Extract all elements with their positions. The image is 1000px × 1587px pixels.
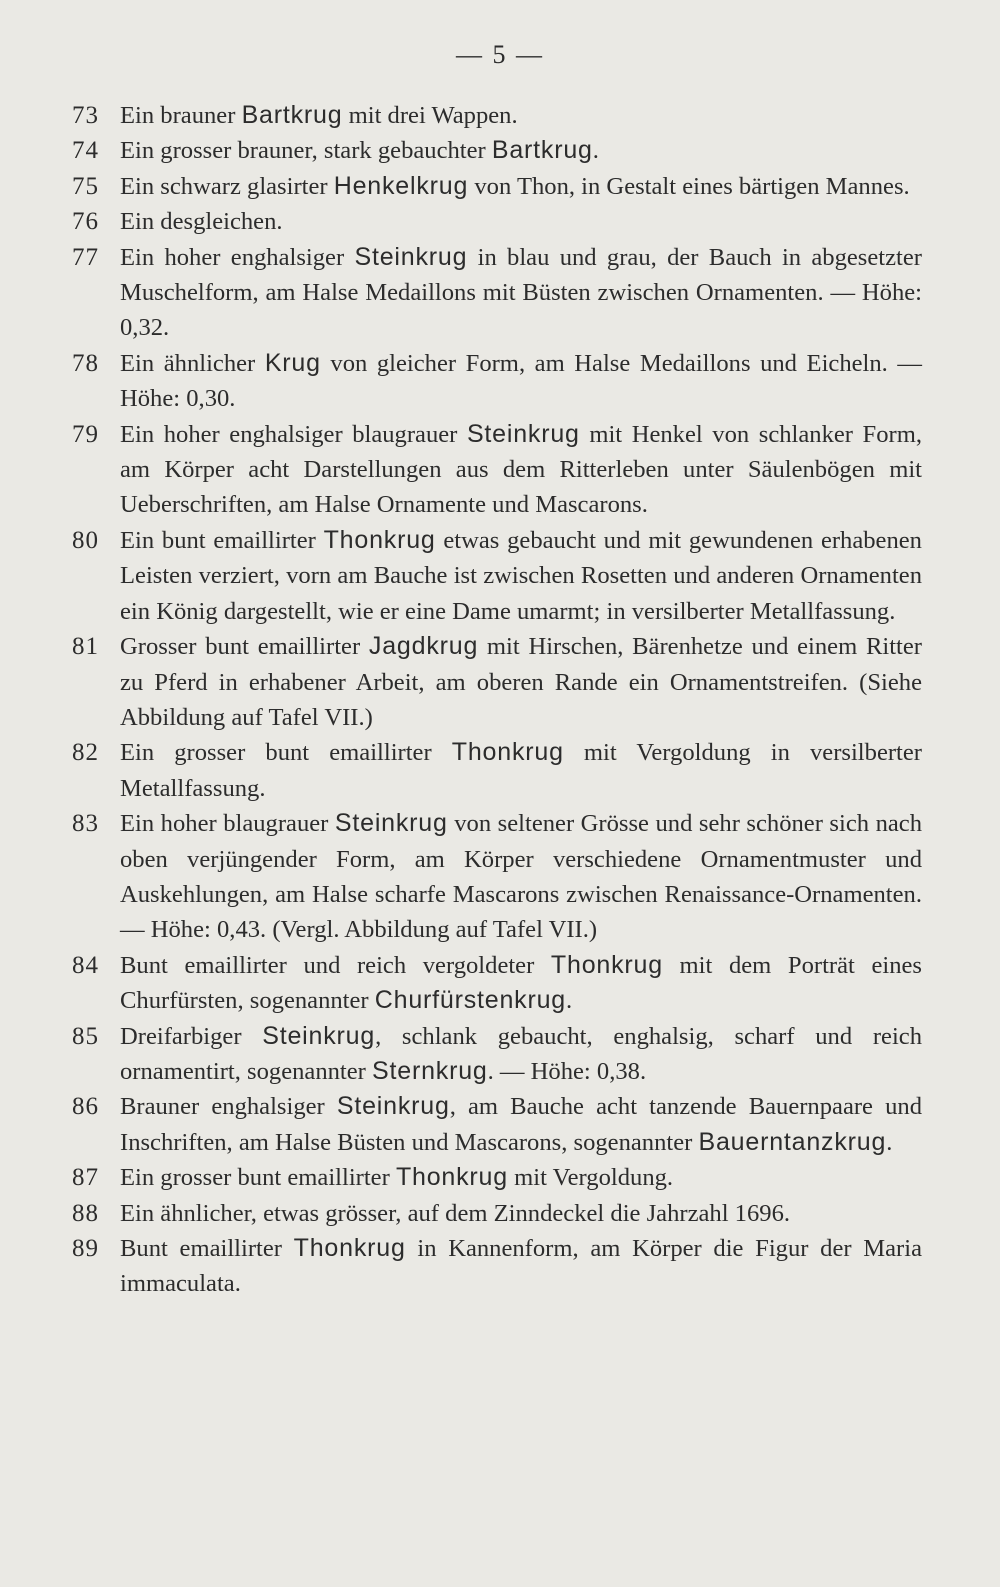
entry-number: 77 (72, 243, 99, 271)
entry-number: 82 (72, 739, 99, 767)
entry-text (120, 1160, 922, 1195)
entry-number: 87 (72, 1164, 99, 1192)
entry-text-segment: . (592, 137, 599, 165)
entry-text-segment: Ein ähnlicher, etwas grösser, auf dem Zinndeckel die Jahrzahl 1696. (120, 1199, 791, 1227)
entry-text-segment: Ein desgleichen. (120, 208, 283, 236)
entry-text-segment: mit Henkel von schlanker Form, am Körper acht Darstellungen aus dem Ritterleben unter Säulenbögen mit Ueberschriften, am Halse Ornamente und Mascarons. (120, 420, 922, 519)
catalog-entry (72, 169, 922, 204)
entry-text-segment: , schlank gebaucht, enghalsig, scharf und reich ornamentirt, sogenannter (120, 1022, 922, 1085)
item-keyword: Thonkrug (550, 950, 663, 979)
item-keyword: Bauerntanzkrug (698, 1127, 887, 1156)
entry-text (120, 240, 922, 346)
catalog-entry (72, 1089, 922, 1160)
entry-text-segment: von Thon, in Gestalt eines bärtigen Mannes. (468, 172, 910, 200)
entry-text-segment: Dreifarbiger (120, 1022, 263, 1050)
item-keyword: Steinkrug (334, 809, 448, 838)
item-keyword: Thonkrug (293, 1234, 406, 1262)
page-number: — 5 — (456, 40, 544, 69)
catalog-entry (72, 1231, 922, 1302)
entry-text-segment: Grosser bunt emaillirter (120, 633, 369, 661)
catalog-entry (72, 806, 922, 948)
entry-text-segment: Ein hoher enghalsiger blaugrauer (120, 420, 467, 448)
entry-text (120, 1089, 922, 1160)
entry-text-segment: mit Vergoldung in versilberter Metallfassung. (120, 739, 922, 802)
entry-text-segment: mit Hirschen, Bärenhetze und einem Ritter zu Pferd in erhabener Arbeit, am oberen Rande ein Ornamentstreifen. (Siehe Abbildung auf Tafel VII.) (120, 633, 922, 731)
entry-text-segment: mit dem Porträt eines Churfürsten, sogenannter (120, 951, 923, 1015)
item-keyword: Sternkrug (372, 1056, 488, 1085)
entry-number: 81 (72, 633, 99, 661)
item-keyword: Steinkrug (354, 242, 468, 271)
item-keyword: Churfürstenkrug (374, 986, 567, 1015)
entry-text-segment: , am Bauche acht tanzende Bauernpaare und Inschriften, am Halse Büsten und Mascarons, sogenannter (120, 1093, 923, 1156)
catalog-entry (72, 98, 922, 133)
entry-text (120, 1196, 922, 1231)
entry-text-segment: Brauner enghalsiger (120, 1093, 337, 1121)
entry-text-segment: . (886, 1128, 893, 1156)
catalog-entry (72, 1196, 922, 1231)
entry-text-segment: . — Höhe: 0,38. (487, 1057, 647, 1085)
catalog-entry (72, 1160, 922, 1195)
entry-number: 84 (72, 951, 99, 979)
entry-number: 75 (72, 172, 99, 200)
entry-text-segment: in Kannenform, am Körper die Figur der Maria immaculata. (120, 1235, 922, 1298)
item-keyword: Thonkrug (451, 738, 564, 767)
entry-text-segment: von gleicher Form, am Halse Medaillons und Eicheln. — Höhe: 0,30. (120, 349, 922, 413)
catalog-entry (72, 523, 922, 629)
entry-text (120, 1231, 922, 1302)
entry-text-segment: Ein grosser brauner, stark gebauchter (120, 137, 492, 165)
entry-text-segment: von seltener Grösse und sehr schöner sich nach oben verjüngender Form, am Körper verschiedene Ornamentmuster und Auskehlungen, am Halse scharfe Mascarons zwischen Renaissance-Ornamenten. — Höhe: 0,43. (Vergl. Abbildung auf Tafel VII.) (120, 810, 922, 944)
entry-text (120, 806, 922, 948)
entry-number: 80 (72, 526, 99, 554)
entry-text (120, 169, 922, 204)
item-keyword: Steinkrug (466, 419, 580, 448)
entry-text-segment: Ein brauner (120, 102, 242, 129)
entry-text (120, 523, 922, 629)
entry-number: 76 (72, 208, 99, 236)
item-keyword: Thonkrug (395, 1163, 508, 1192)
entry-text (120, 417, 922, 523)
entry-text-segment: mit Vergoldung. (507, 1164, 674, 1192)
item-keyword: Henkelkrug (333, 171, 469, 200)
entry-text-segment: . (566, 987, 573, 1015)
entry-text-segment: Ein schwarz glasirter (120, 172, 334, 200)
item-keyword: Bartkrug (491, 136, 593, 165)
item-keyword: Steinkrug (336, 1092, 450, 1121)
entry-number: 85 (72, 1022, 99, 1050)
entry-text-segment: Ein hoher enghalsiger (120, 243, 355, 271)
entry-text-segment: mit drei Wappen. (342, 102, 518, 129)
catalog-entry (72, 346, 922, 417)
catalog-entry (72, 204, 922, 239)
entry-text-segment: Bunt emaillirter und reich vergoldeter (120, 951, 551, 979)
entry-text (120, 346, 922, 417)
entry-text-segment: Ein hoher blaugrauer (120, 810, 335, 838)
catalog-entry (72, 417, 922, 523)
entry-text-segment: in blau und grau, der Bauch in abgesetzter Muschelform, am Halse Medaillons mit Büsten zwischen Ornamenten. — Höhe: 0,32. (120, 243, 922, 342)
item-keyword: Steinkrug (262, 1021, 376, 1050)
entry-text (120, 133, 922, 168)
entry-number: 83 (72, 810, 99, 838)
catalog-entry (72, 629, 922, 735)
catalog-entry (72, 133, 922, 168)
entry-text-segment: Ein ähnlicher (120, 349, 265, 377)
entry-number: 88 (72, 1199, 99, 1227)
catalog-entry (72, 735, 922, 806)
entry-text-segment: Bunt emaillirter (120, 1235, 294, 1262)
entry-text-segment: etwas gebaucht und mit gewundenen erhabenen Leisten verziert, vorn am Bauche ist zwischen Rosetten und anderen Ornamenten ein König dargestellt, wie er eine Dame umarmt; in versilberter Metallfassung. (120, 526, 922, 625)
item-keyword: Thonkrug (323, 525, 436, 554)
entry-text (120, 948, 922, 1019)
item-keyword: Bartkrug (241, 101, 343, 129)
entry-text-segment: Ein grosser bunt emaillirter (120, 1164, 396, 1192)
item-keyword: Jagdkrug (368, 632, 479, 661)
entry-list (72, 98, 922, 1302)
entry-text-segment: Ein bunt emaillirter (120, 526, 324, 554)
entry-text-segment: Ein grosser bunt emaillirter (120, 739, 452, 767)
entry-text (120, 204, 922, 239)
catalog-entry (72, 1019, 922, 1090)
entry-number: 78 (72, 349, 99, 377)
entry-text (120, 98, 922, 133)
catalog-entry (72, 240, 922, 346)
entry-text (120, 735, 922, 806)
catalog-entry (72, 948, 922, 1019)
entry-text (120, 629, 922, 735)
entry-number: 74 (72, 137, 99, 165)
entry-text (120, 1019, 922, 1090)
item-keyword: Krug (264, 348, 321, 377)
entry-number: 89 (72, 1235, 99, 1262)
entry-number: 86 (72, 1093, 99, 1121)
entry-number: 79 (72, 420, 99, 448)
entry-number: 73 (72, 102, 99, 129)
